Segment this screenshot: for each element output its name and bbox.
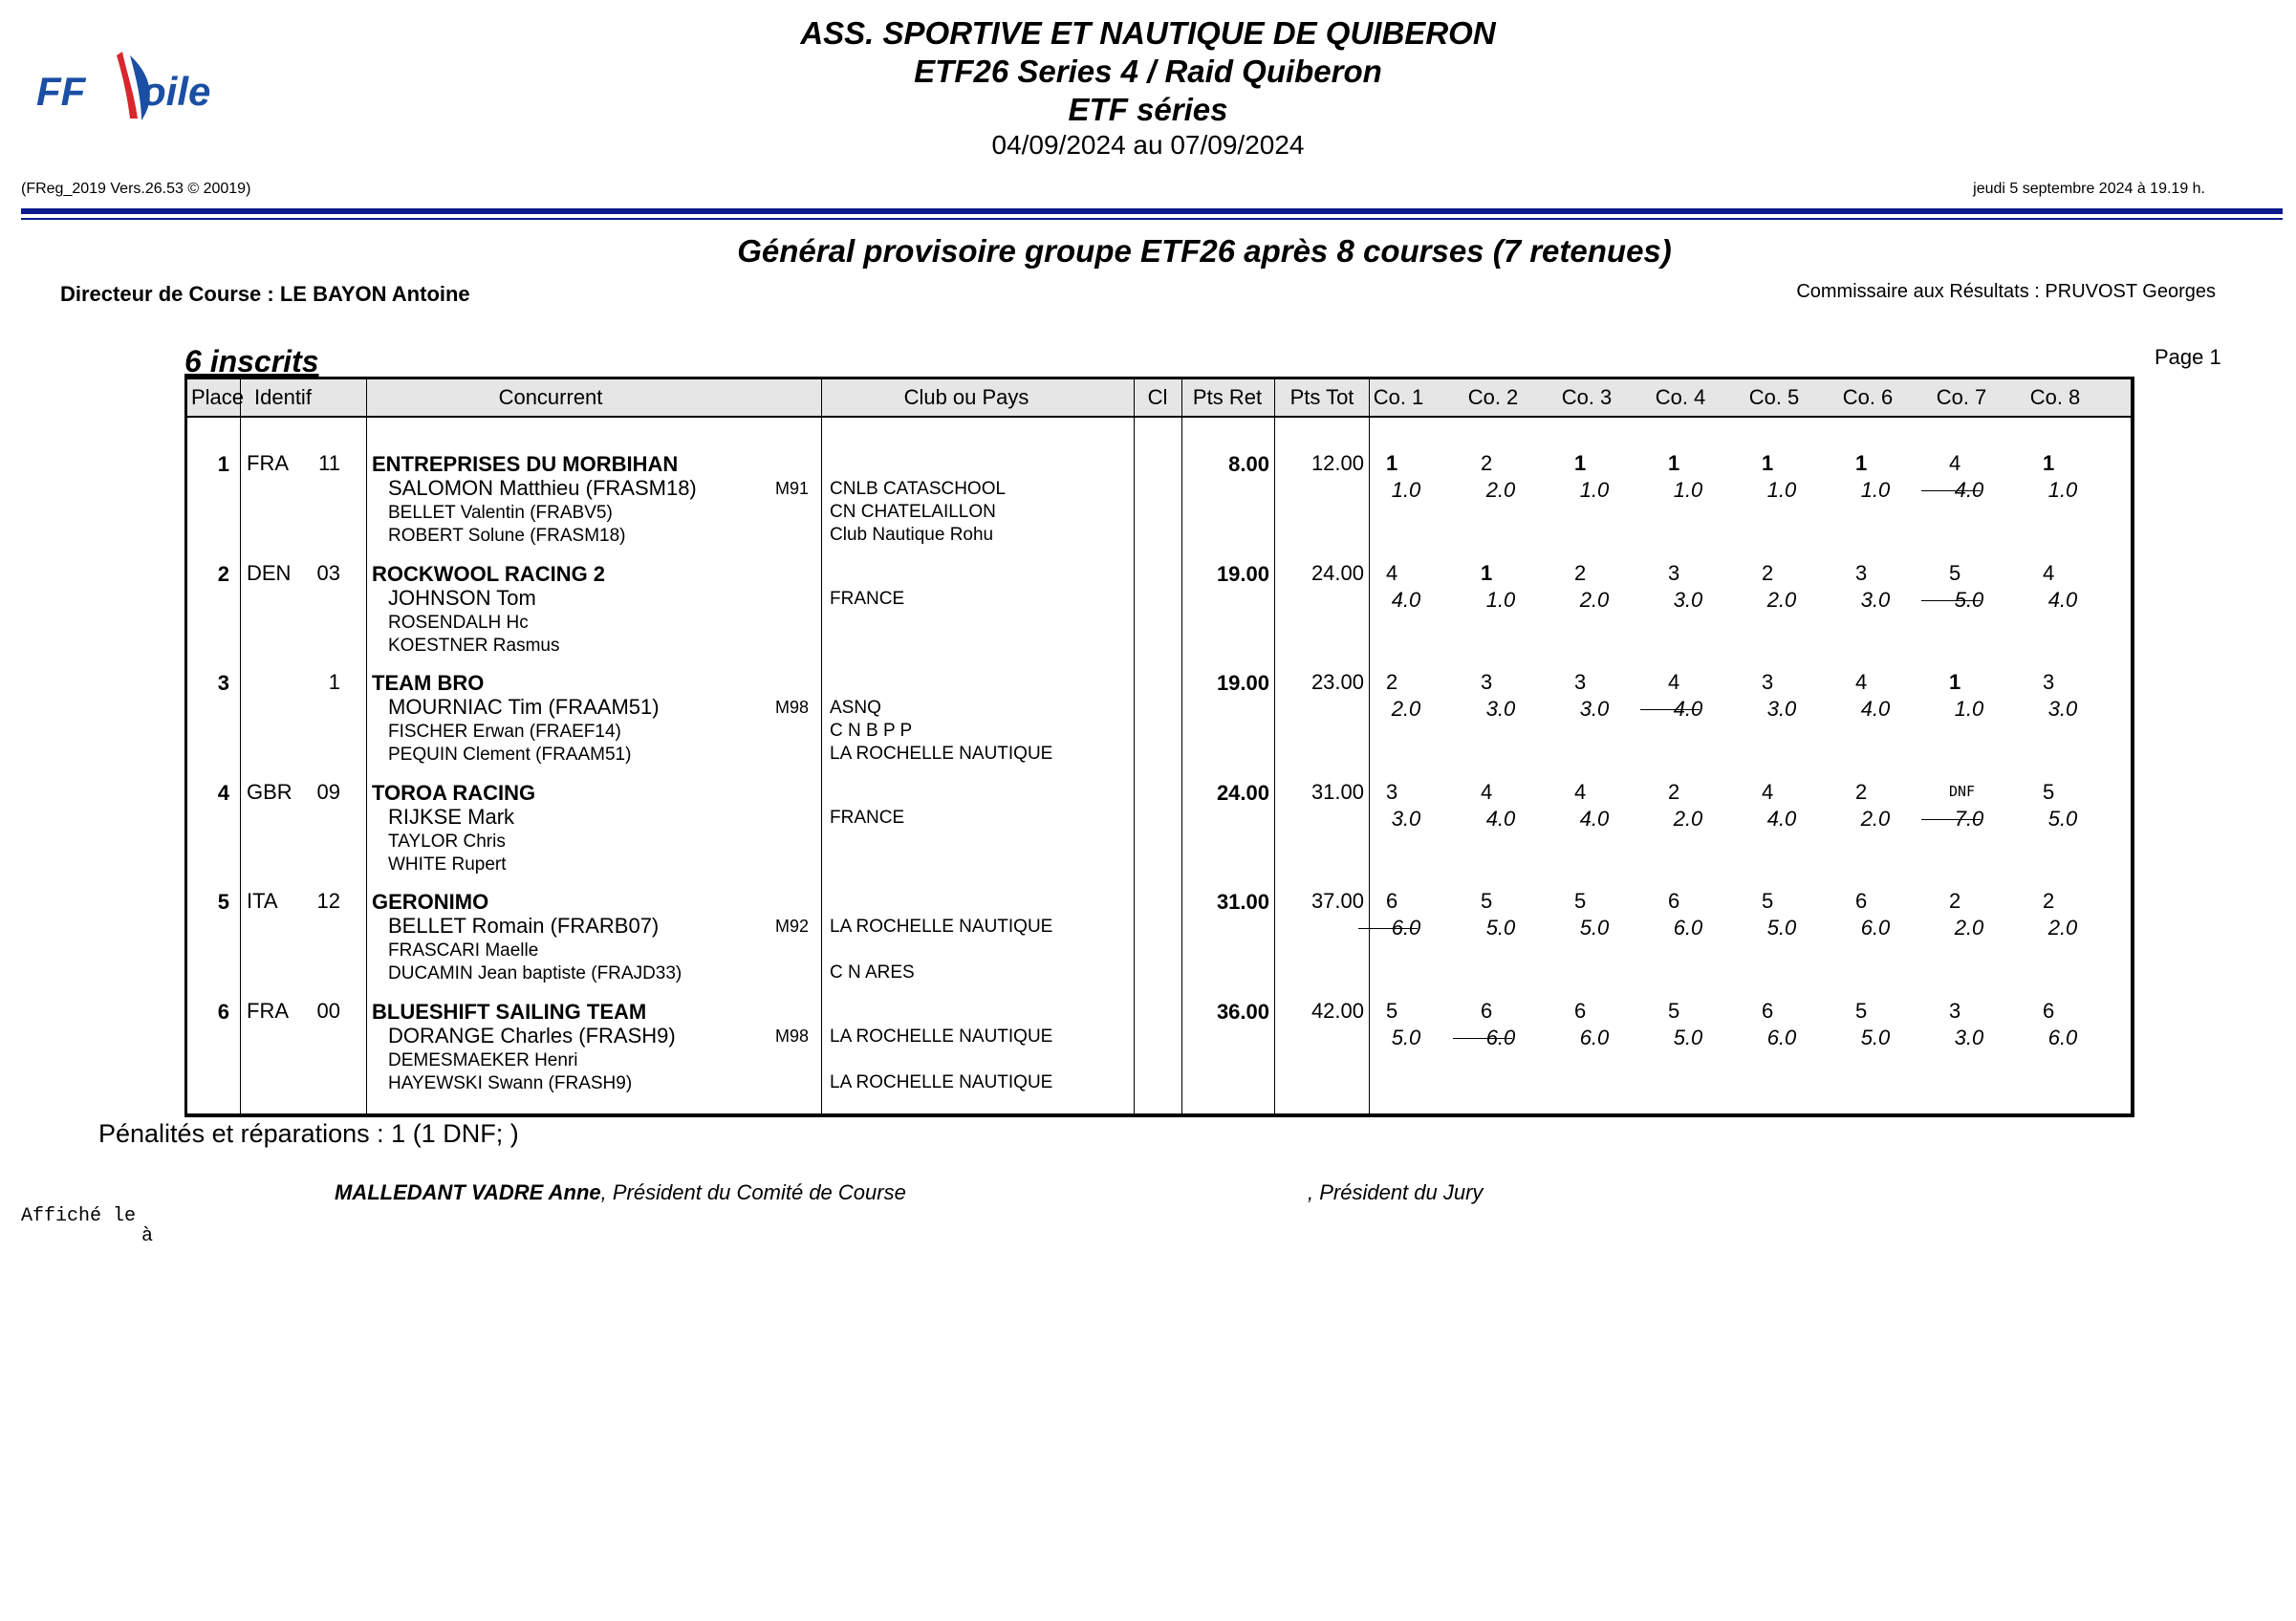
results-subtitle: Général provisoire groupe ETF26 après 8 courses (7 retenues) (737, 233, 1672, 269)
race-score: 5.0 (1673, 1025, 1703, 1049)
row-boat-name: TEAM BRO (372, 671, 485, 695)
row-boat-name: TOROA RACING (372, 780, 536, 805)
race-rank: 6 (1386, 889, 1398, 913)
race-score: 2.0 (1766, 587, 1797, 612)
race-score: 6.0 (1860, 916, 1891, 940)
event-dates: 04/09/2024 au 07/09/2024 (991, 130, 1305, 160)
header-race-5: Co. 5 (1748, 385, 1800, 409)
race-score: 5.0 (1766, 916, 1797, 940)
race-score: 4.0 (1485, 806, 1516, 831)
results-commissioner: Commissaire aux Résultats : PRUVOST Georges (1796, 281, 2216, 302)
column-divider (366, 379, 367, 1113)
race-score: 2.0 (2047, 916, 2078, 940)
race-score: 4.0 (1954, 478, 1984, 502)
column-divider (240, 379, 241, 1113)
race-director: Directeur de Course : LE BAYON Antoine (60, 282, 470, 306)
event-title: ETF26 Series 4 / Raid Quiberon (914, 54, 1382, 89)
header-race-6: Co. 6 (1842, 385, 1894, 409)
row-nationality: FRA (247, 998, 289, 1023)
row-crew-member: HAYEWSKI Swann (FRASH9) (388, 1072, 633, 1093)
row-points-retained: 19.00 (1216, 671, 1269, 695)
row-crew-club: LA ROCHELLE NAUTIQUE (830, 1026, 1053, 1047)
race-score: 2.0 (1673, 806, 1703, 831)
race-score: 1.0 (1485, 587, 1516, 612)
race-rank: 1 (1949, 670, 1961, 694)
race-rank: 1 (1762, 451, 1774, 475)
discard-strikethrough (1921, 600, 1981, 601)
row-points-total: 12.00 (1310, 451, 1364, 475)
series-title: ETF séries (1068, 92, 1228, 127)
race-score: 1.0 (2047, 478, 2078, 502)
race-score: 5.0 (1860, 1025, 1891, 1049)
race-rank: 5 (1386, 998, 1398, 1023)
race-rank: 5 (1855, 998, 1868, 1023)
race-rank: 2 (2043, 889, 2055, 913)
race-score: 2.0 (1954, 916, 1984, 940)
race-score: 1.0 (1673, 478, 1703, 502)
race-score: 5.0 (1579, 916, 1610, 940)
race-rank: 4 (1762, 779, 1774, 804)
column-divider (1181, 379, 1182, 1113)
race-score: 5.0 (1485, 916, 1516, 940)
row-nationality: GBR (247, 779, 292, 804)
row-crew-club: C N ARES (830, 962, 915, 983)
posted-at-label: à (141, 1225, 154, 1247)
row-crew-club: FRANCE (830, 807, 905, 828)
row-crew-category: M98 (774, 698, 809, 717)
row-sail-number: 12 (316, 889, 340, 913)
column-divider (1274, 379, 1275, 1113)
race-rank: 6 (1668, 889, 1680, 913)
column-divider (1369, 379, 1370, 1113)
race-score: 5.0 (2047, 806, 2078, 831)
race-score: 5.0 (1391, 1025, 1421, 1049)
row-place: 1 (217, 452, 229, 476)
race-score: 3.0 (1673, 587, 1703, 612)
race-rank: 2 (1855, 779, 1868, 804)
row-crew-club: LA ROCHELLE NAUTIQUE (830, 744, 1053, 764)
race-rank: 6 (1855, 889, 1868, 913)
software-version: (FReg_2019 Vers.26.53 © 20019) (21, 181, 251, 197)
row-boat-name: ROCKWOOL RACING 2 (372, 561, 606, 586)
race-score: 3.0 (1391, 806, 1421, 831)
row-points-total: 23.00 (1310, 670, 1364, 694)
row-crew-category: M98 (774, 1026, 809, 1046)
race-rank: 2 (1949, 889, 1961, 913)
row-points-total: 31.00 (1310, 779, 1364, 804)
race-rank: 5 (1762, 889, 1774, 913)
race-rank: 3 (1855, 560, 1868, 585)
row-points-retained: 24.00 (1216, 780, 1269, 805)
race-score: 3.0 (1860, 587, 1891, 612)
race-rank: 3 (1668, 560, 1680, 585)
row-nationality: ITA (247, 889, 278, 913)
row-boat-name: BLUESHIFT SAILING TEAM (372, 999, 647, 1024)
race-score: 3.0 (1766, 697, 1797, 721)
row-points-retained: 31.00 (1216, 890, 1269, 914)
header-class: Cl (1147, 385, 1168, 409)
row-crew-member: FISCHER Erwan (FRAEF14) (388, 722, 621, 742)
row-crew-member: TAYLOR Chris (388, 831, 506, 852)
discard-strikethrough (1921, 490, 1981, 491)
race-rank: 2 (1574, 560, 1587, 585)
race-rank: 6 (1481, 998, 1493, 1023)
row-crew-member: PEQUIN Clement (FRAAM51) (388, 745, 632, 765)
row-sail-number: 03 (316, 560, 340, 585)
race-rank: 6 (2043, 998, 2055, 1023)
logo-oile-text: oile (141, 69, 211, 114)
race-score: 6.0 (1766, 1025, 1797, 1049)
row-crew-category: M92 (774, 917, 809, 936)
row-crew-member: RIJKSE Mark (388, 804, 515, 829)
race-score: 3.0 (1579, 697, 1610, 721)
race-rank: 1 (1386, 451, 1398, 475)
discard-strikethrough (1358, 928, 1418, 929)
race-rank: 6 (1762, 998, 1774, 1023)
row-boat-name: ENTREPRISES DU MORBIHAN (372, 452, 679, 476)
race-score: 5.0 (1954, 587, 1984, 612)
logo-ff-text: FF (36, 69, 86, 114)
results-table (184, 377, 2134, 1117)
race-rank: 2 (1481, 451, 1493, 475)
row-points-total: 42.00 (1310, 998, 1364, 1023)
committee-president-role: , Président du Comité de Course (600, 1180, 906, 1204)
race-rank: 3 (1762, 670, 1774, 694)
row-crew-member: JOHNSON Tom (388, 585, 536, 610)
row-points-retained: 8.00 (1228, 452, 1269, 476)
race-score: 4.0 (2047, 587, 2078, 612)
race-rank: 3 (1574, 670, 1587, 694)
row-crew-member: KOESTNER Rasmus (388, 635, 560, 656)
org-title: ASS. SPORTIVE ET NAUTIQUE DE QUIBERON (800, 15, 1496, 51)
row-crew-member: MOURNIAC Tim (FRAAM51) (388, 695, 660, 719)
race-rank: 5 (1574, 889, 1587, 913)
race-rank: 1 (1574, 451, 1587, 475)
race-rank: 3 (1481, 670, 1493, 694)
jury-president: , Président du Jury (1308, 1180, 1484, 1204)
race-rank: 2 (1668, 779, 1680, 804)
race-rank: 4 (1668, 670, 1680, 694)
race-score: 6.0 (1391, 916, 1421, 940)
row-sail-number: 09 (316, 779, 340, 804)
row-crew-club: LA ROCHELLE NAUTIQUE (830, 1071, 1053, 1092)
race-rank: 3 (2043, 670, 2055, 694)
race-score: 3.0 (1485, 697, 1516, 721)
row-crew-club: FRANCE (830, 588, 905, 609)
row-place: 5 (217, 890, 229, 914)
header-race-1: Co. 1 (1373, 385, 1424, 409)
committee-signature (335, 1180, 906, 1205)
race-score: 2.0 (1579, 587, 1610, 612)
race-score: 4.0 (1673, 697, 1703, 721)
row-crew-member: DORANGE Charles (FRASH9) (388, 1023, 676, 1048)
race-score: 3.0 (1954, 1025, 1984, 1049)
row-sail-number: 00 (316, 998, 340, 1023)
race-rank: 4 (1574, 779, 1587, 804)
column-divider (1134, 379, 1135, 1113)
race-score: 1.0 (1391, 478, 1421, 502)
race-score: 6.0 (1673, 916, 1703, 940)
race-score: 2.0 (1391, 697, 1421, 721)
race-rank: 5 (1949, 560, 1961, 585)
row-crew-member: ROBERT Solune (FRASM18) (388, 526, 626, 546)
row-place: 4 (217, 780, 229, 805)
race-score: 2.0 (1485, 478, 1516, 502)
race-rank: 3 (1949, 998, 1961, 1023)
header-race-2: Co. 2 (1467, 385, 1519, 409)
header-pts-ret: Pts Ret (1192, 385, 1263, 409)
race-rank: 1 (1668, 451, 1680, 475)
discard-strikethrough (1453, 1038, 1512, 1039)
race-rank: 1 (1481, 560, 1493, 585)
race-rank: 6 (1574, 998, 1587, 1023)
race-score: 1.0 (1860, 478, 1891, 502)
race-score: 1.0 (1954, 697, 1984, 721)
row-nationality: DEN (247, 560, 292, 585)
header-club: Club ou Pays (903, 385, 1029, 409)
row-crew-club: CNLB CATASCHOOL (830, 479, 1007, 499)
race-score: 1.0 (1579, 478, 1610, 502)
entries-count: 6 inscrits (184, 344, 319, 378)
row-crew-member: DUCAMIN Jean baptiste (FRAJD33) (388, 963, 682, 983)
race-rank: 4 (1855, 670, 1868, 694)
posted-on-label: Affiché le (21, 1205, 137, 1227)
row-crew-club: CN CHATELAILLON (830, 502, 996, 522)
race-score: 3.0 (2047, 697, 2078, 721)
row-crew-member: FRASCARI Maelle (388, 940, 539, 961)
race-score: 4.0 (1860, 697, 1891, 721)
race-rank: 5 (2043, 779, 2055, 804)
penalties-summary: Pénalités et réparations : 1 (1 DNF; ) (98, 1119, 519, 1148)
committee-president-name: MALLEDANT VADRE Anne (335, 1180, 601, 1204)
row-nationality: FRA (247, 451, 289, 475)
page-number: Page 1 (2155, 345, 2221, 369)
header-race-8: Co. 8 (2029, 385, 2081, 409)
row-crew-club: ASNQ (830, 698, 881, 718)
row-crew-member: SALOMON Matthieu (FRASM18) (388, 476, 697, 500)
header-race-3: Co. 3 (1561, 385, 1613, 409)
print-timestamp: jeudi 5 septembre 2024 à 19.19 h. (1973, 181, 2205, 197)
race-score: 6.0 (2047, 1025, 2078, 1049)
race-score: 6.0 (1579, 1025, 1610, 1049)
row-place: 6 (217, 999, 229, 1024)
header-identif: Identif (254, 385, 312, 409)
race-rank: 5 (1481, 889, 1493, 913)
row-sail-number: 1 (328, 670, 340, 694)
row-points-retained: 19.00 (1216, 561, 1269, 586)
row-crew-club: LA ROCHELLE NAUTIQUE (830, 917, 1053, 937)
posting-notice (21, 1206, 153, 1246)
race-rank: 4 (2043, 560, 2055, 585)
race-score: 1.0 (1766, 478, 1797, 502)
race-rank: 2 (1762, 560, 1774, 585)
row-points-total: 24.00 (1310, 560, 1364, 585)
race-rank: 1 (1855, 451, 1868, 475)
header-place: Place (191, 385, 245, 409)
row-crew-category: M91 (774, 479, 809, 498)
header-rule-thin (21, 218, 2283, 220)
race-rank: 1 (2043, 451, 2055, 475)
row-boat-name: GERONIMO (372, 890, 489, 914)
row-place: 2 (217, 561, 229, 586)
race-score: 2.0 (1860, 806, 1891, 831)
race-score: 7.0 (1954, 806, 1984, 831)
race-score: 4.0 (1391, 587, 1421, 612)
row-crew-member: BELLET Romain (FRARB07) (388, 914, 660, 938)
row-crew-club: Club Nautique Rohu (830, 525, 994, 545)
discard-strikethrough (1640, 709, 1700, 710)
race-rank: 3 (1386, 779, 1398, 804)
header-rule-thick (21, 208, 2283, 214)
race-rank: 4 (1481, 779, 1493, 804)
race-score: 4.0 (1579, 806, 1610, 831)
race-rank: 4 (1386, 560, 1398, 585)
row-sail-number: 11 (318, 451, 340, 475)
row-crew-member: ROSENDALH Hc (388, 612, 529, 633)
header-race-7: Co. 7 (1936, 385, 1987, 409)
race-rank: 4 (1949, 451, 1961, 475)
race-score: 4.0 (1766, 806, 1797, 831)
discard-strikethrough (1921, 819, 1981, 820)
race-rank: DNF (1949, 782, 1976, 800)
header-concurrent: Concurrent (498, 385, 603, 409)
header-pts-tot: Pts Tot (1289, 385, 1354, 409)
row-crew-club: C N B P P (830, 721, 913, 741)
row-points-total: 37.00 (1310, 889, 1364, 913)
row-place: 3 (217, 671, 229, 695)
race-score: 6.0 (1485, 1025, 1516, 1049)
row-crew-member: BELLET Valentin (FRABV5) (388, 503, 613, 523)
row-points-retained: 36.00 (1216, 999, 1269, 1024)
column-divider (821, 379, 822, 1113)
row-crew-member: WHITE Rupert (388, 854, 507, 875)
race-rank: 5 (1668, 998, 1680, 1023)
race-rank: 2 (1386, 670, 1398, 694)
row-crew-member: DEMESMAEKER Henri (388, 1049, 578, 1070)
header-race-4: Co. 4 (1655, 385, 1706, 409)
